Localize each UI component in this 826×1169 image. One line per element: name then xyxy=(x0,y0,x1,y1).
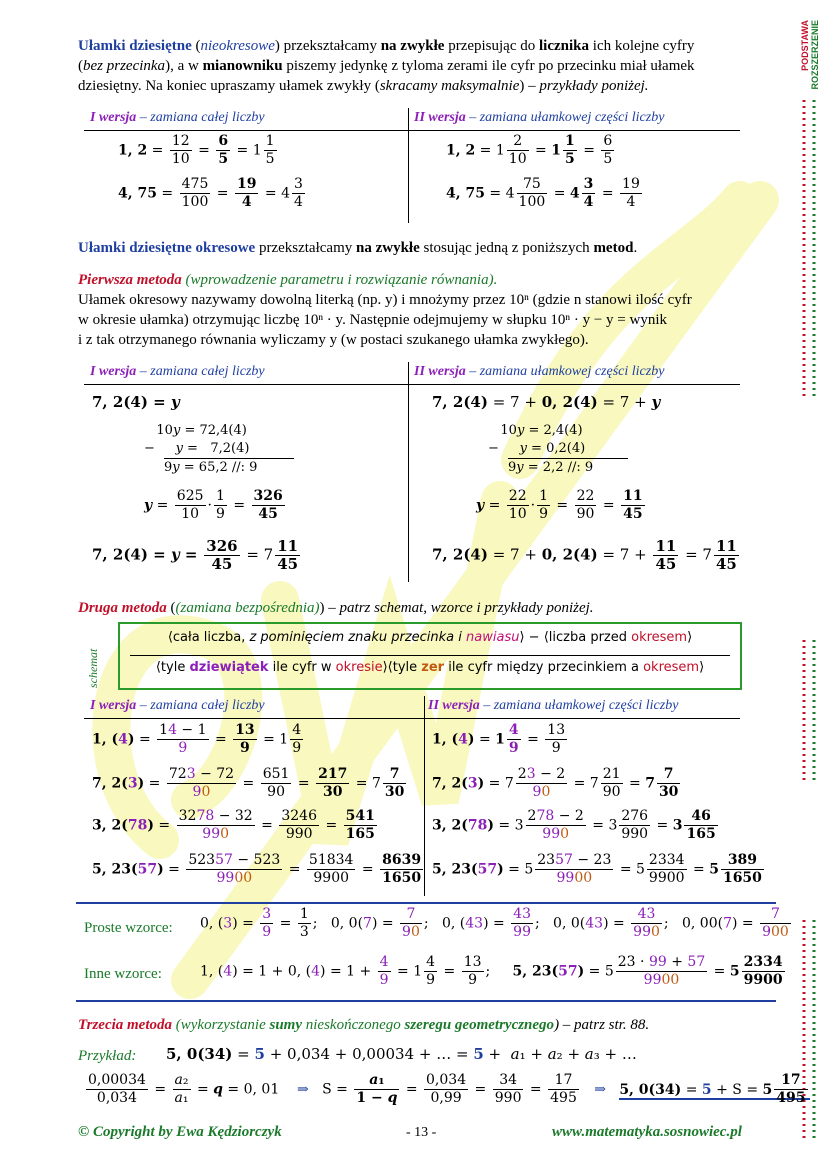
version-label: II wersja xyxy=(414,364,466,379)
text: ile cyfr w xyxy=(268,660,336,675)
table2-column-right: 10y = 2,4(4) − y = 0,2(4) 9y = 2,2 //: 9 xyxy=(488,422,628,477)
version-label: II wersja xyxy=(414,110,466,125)
version-desc: – zamiana całej liczby xyxy=(139,698,265,713)
table3-header xyxy=(84,696,740,719)
table1-eq3: 1, 2 = 1 $\frac{2}{10}$ = 1 $\frac{1}{5}$ = $\frac{6}{5}$ xyxy=(446,133,613,167)
sidebar-dots-green xyxy=(812,100,816,1140)
sidebar-label-podstawa: PODSTAWA xyxy=(800,20,810,71)
table2-eq-result-left: 7, 2(4) = y = $\frac{326}{45}$ = 7 $\frac{11}{45}$ xyxy=(92,537,299,573)
table2-divider xyxy=(408,362,409,582)
schemat-denominator xyxy=(120,660,740,675)
method3-ratio: $\frac{0,00034}{0,034}$ = $\frac{\text{a₂}}{\text{a₁}}$ = q = 0, 01 ⇒ S = $\frac{\text{a₁}}{1 - q}$ = $\frac{0,034}{0,99}$ = $\frac{34}{990}$ = $\frac{17}{495}$ ⇒ 5, 0(34) = 5 + S = 5 $\frac{17}{495}$ xyxy=(84,1072,810,1107)
text: zer xyxy=(421,660,445,675)
table1-eq2: 4, 75 = $\frac{475}{100}$ = $\frac{19}{4}$ = 4 $\frac{3}{4}$ xyxy=(118,176,303,210)
table2-eq-y-left: y = $\frac{625}{10}$ · $\frac{1}{9}$ = $\frac{326}{45}$ xyxy=(144,488,283,522)
version-desc: – zamiana całej liczby xyxy=(139,364,265,379)
table2-eq-result-right: 7, 2(4) = 7 + 0, 2(4) = 7 + $\frac{11}{45}$ = 7 $\frac{11}{45}$ xyxy=(432,537,737,573)
text: ⟨tyle xyxy=(155,660,190,675)
method3-series: 5, 0(34) = 5 + 0,034 + 0,00034 + … = 5 + a₁ + a₂ + a₃ + … xyxy=(166,1045,637,1063)
table2-eq-y-right: y = $\frac{22}{10}$ · $\frac{1}{9}$ = $\frac{22}{90}$ = $\frac{11}{45}$ xyxy=(476,488,643,522)
wzorce-proste-label: Proste wzorce: xyxy=(84,920,173,936)
text: z pominięciem znaku przecinka i xyxy=(249,630,467,645)
schemat-numerator xyxy=(120,630,740,645)
text-bold: licznika xyxy=(539,38,590,54)
text: okresem xyxy=(631,630,688,645)
table1-divider xyxy=(408,108,409,223)
term-periodic: Ułamki dziesiętne okresowe xyxy=(78,240,256,256)
method2-subtitle: (zamiana bezpośrednia) xyxy=(175,600,320,616)
text: okresem xyxy=(643,660,700,675)
intro-paragraph: Ułamki dziesiętne (nieokresowe) przekształcamy na zwykłe przepisując do licznika ich kolejne cyfry (bez przecinka), a w mianowniku piszemy jedynkę z tyloma zerami ile cyfr po przecinku miał ułamek dziesiętny. Na koniec upraszamy ułamek zwykły (skracamy maksymalnie) – przykłady poniżej. xyxy=(78,38,695,94)
text: stosując jedną z poniższych xyxy=(423,240,590,256)
text-italic: skracamy maksymalnie xyxy=(379,78,520,94)
method1-paragraph xyxy=(78,270,778,350)
footer-copyright: © Copyright by Ewa Kędziorczyk xyxy=(78,1124,282,1140)
method1-subtitle: (wprowadzenie parametru i rozwiązanie równania). xyxy=(185,272,498,288)
wzorce-proste-eqs: 0, (3) = $\frac{3}{9}$ = $\frac{1}{3}$ ; 0, 0(7) = $\frac{7}{90}$ ; 0, (43) = $\frac{43}{99}$ ; 0, 0(43) = $\frac{43}{990}$ ; 0, 00(7) = $\frac{7}{900}$ xyxy=(200,906,789,940)
table3-eq1-right: 1, (4) = 1 $\frac{4}{9}$ = $\frac{13}{9}$ xyxy=(432,722,566,756)
table3-eq2-left: 7, 2(3) = $\frac{723 - 72}{90}$ = $\frac{651}{90}$ = $\frac{217}{30}$ = 7 $\frac{7}{30}$ xyxy=(92,766,405,800)
sidebar-label-rozszerzenie: ROZSZERZENIE xyxy=(810,20,820,90)
text: . xyxy=(633,240,638,256)
text: ⟩ xyxy=(699,660,705,675)
text: nawiasu xyxy=(466,630,520,645)
version-desc: – zamiana ułamkowej części liczby xyxy=(469,110,665,125)
table3-eq1-left: 1, (4) = $\frac{14 - 1}{9}$ = $\frac{13}{9}$ = 1 $\frac{4}{9}$ xyxy=(92,722,302,756)
table2-header xyxy=(84,362,740,385)
method3-title: Trzecia metoda xyxy=(78,1017,173,1033)
text: ile cyfr między przecinkiem a xyxy=(444,660,644,675)
table1-eq4: 4, 75 = 4 $\frac{75}{100}$ = 4 $\frac{3}{4}$ = $\frac{19}{4}$ xyxy=(446,176,640,210)
table2-column-left: 10y = 72,4(4) − y = 7,2(4) 9y = 65,2 //: 9 xyxy=(144,422,294,477)
version-label: I wersja xyxy=(90,364,137,379)
schemat-label: schemat xyxy=(86,648,100,688)
text: (wykorzystanie xyxy=(175,1017,270,1033)
term-nonperiodic: nieokresowe xyxy=(200,38,275,54)
text: ) – patrz str. 88. xyxy=(554,1017,650,1033)
method1-title: Pierwsza metoda xyxy=(78,272,182,288)
table1-header xyxy=(84,108,740,131)
text: dziesiętny. Na koniec upraszamy ułamek zwykły ( xyxy=(78,78,380,94)
text: przekształcamy xyxy=(258,240,353,256)
table2-eq-start-right: 7, 2(4) = 7 + 0, 2(4) = 7 + y xyxy=(432,393,661,411)
periodic-intro xyxy=(78,238,637,258)
text: okresie xyxy=(335,660,383,675)
text: ⟩ xyxy=(687,630,693,645)
text: nieskończonego xyxy=(302,1017,405,1033)
table3-eq3-right: 3, 2(78) = 3 $\frac{278 - 2}{990}$ = 3 $\frac{276}{990}$ = 3 $\frac{46}{165}$ xyxy=(432,808,716,842)
term-decimal: Ułamki dziesiętne xyxy=(78,38,192,54)
version-label: I wersja xyxy=(90,698,137,713)
footer-page-number: - 13 - xyxy=(406,1125,437,1140)
text-bold: mianowniku xyxy=(202,58,283,74)
method1-line: Ułamek okresowy nazywamy dowolną literką (np. y) i mnożymy przez 10ⁿ (gdzie n stanowi ilość cyfr xyxy=(78,292,692,308)
table3-eq3-left: 3, 2(78) = $\frac{3278 - 32}{990}$ = $\frac{3246}{990}$ = $\frac{541}{165}$ xyxy=(92,808,375,842)
method3-heading xyxy=(78,1015,649,1035)
table3-eq4-right: 5, 23(57) = 5 $\frac{2357 - 23}{9900}$ = 5 $\frac{2334}{9900}$ = 5 $\frac{389}{1650}$ xyxy=(432,852,762,886)
schemat-box xyxy=(118,622,742,690)
text-italic: przykłady poniżej. xyxy=(539,78,649,94)
text: , a w xyxy=(170,58,199,74)
version-desc: – zamiana ułamkowej części liczby xyxy=(469,364,665,379)
text: ⟨cała liczba, xyxy=(167,630,250,645)
text: dziewiątek xyxy=(189,660,269,675)
text-bold: metod xyxy=(593,240,634,256)
table1-eq1: 1, 2 = $\frac{12}{10}$ = $\frac{6}{5}$ = 1 $\frac{1}{5}$ xyxy=(118,133,275,167)
method3-example-label: Przykład: xyxy=(78,1048,137,1064)
text-bold: na zwykłe xyxy=(355,240,420,256)
table3-eq4-left: 5, 23(57) = $\frac{52357 - 523}{9900}$ = $\frac{51834}{9900}$ = $\frac{8639}{1650}$ xyxy=(92,852,422,886)
text: ) – xyxy=(519,78,536,94)
version-label: II wersja xyxy=(428,698,480,713)
text: przekształcamy xyxy=(283,38,377,54)
method1-line: i z tak otrzymanego równania wyliczamy y (w postaci szukanego ułamka zwykłego). xyxy=(78,332,589,348)
text-bold: na zwykłe xyxy=(380,38,445,54)
method2-heading: Druga metoda ((zamiana bezpośrednia)) – patrz schemat, wzorce i przykłady poniżej. xyxy=(78,600,594,616)
version-desc: – zamiana ułamkowej części liczby xyxy=(483,698,679,713)
version-desc: – zamiana całej liczby xyxy=(139,110,265,125)
method2-title: Druga metoda xyxy=(78,600,167,616)
text: ⟩ − ⟨liczba przed xyxy=(519,630,632,645)
wzorce-inne-label: Inne wzorce: xyxy=(84,966,162,982)
version-label: I wersja xyxy=(90,110,137,125)
text-italic: – patrz schemat, wzorce i przykłady poniżej. xyxy=(328,600,594,616)
text: szeregu geometrycznego xyxy=(404,1017,555,1033)
text-italic: bez przecinka xyxy=(83,58,166,74)
method1-line: w okresie ułamka) otrzymując liczbę 10ⁿ · y. Następnie odejmujemy w słupku 10ⁿ · y − y = wynik xyxy=(78,312,668,328)
text: ich kolejne cyfry xyxy=(592,38,695,54)
sidebar-dots xyxy=(802,100,806,1140)
text: przepisując do xyxy=(448,38,536,54)
wzorce-inne-eqs: 1, (4) = 1 + 0, (4) = 1 + $\frac{4}{9}$ = 1 $\frac{4}{9}$ = $\frac{13}{9}$ ; 5, 23(57) = 5 $\frac{23 \cdot 99 + 57}{9900}$ = 5 $\frac{2334}{9900}$ xyxy=(200,954,783,988)
table2-eq-start-left: 7, 2(4) = y xyxy=(92,393,180,411)
table3-eq2-right: 7, 2(3) = 7 $\frac{23 - 2}{90}$ = 7 $\frac{21}{90}$ = 7 $\frac{7}{30}$ xyxy=(432,766,679,800)
text: ⟩⟨tyle xyxy=(382,660,422,675)
text: piszemy jedynkę z tyloma zerami ile cyfr po przecinku miał ułamek xyxy=(286,58,695,74)
footer-url[interactable]: www.matematyka.sosnowiec.pl xyxy=(552,1124,742,1140)
text: sumy xyxy=(269,1017,303,1033)
